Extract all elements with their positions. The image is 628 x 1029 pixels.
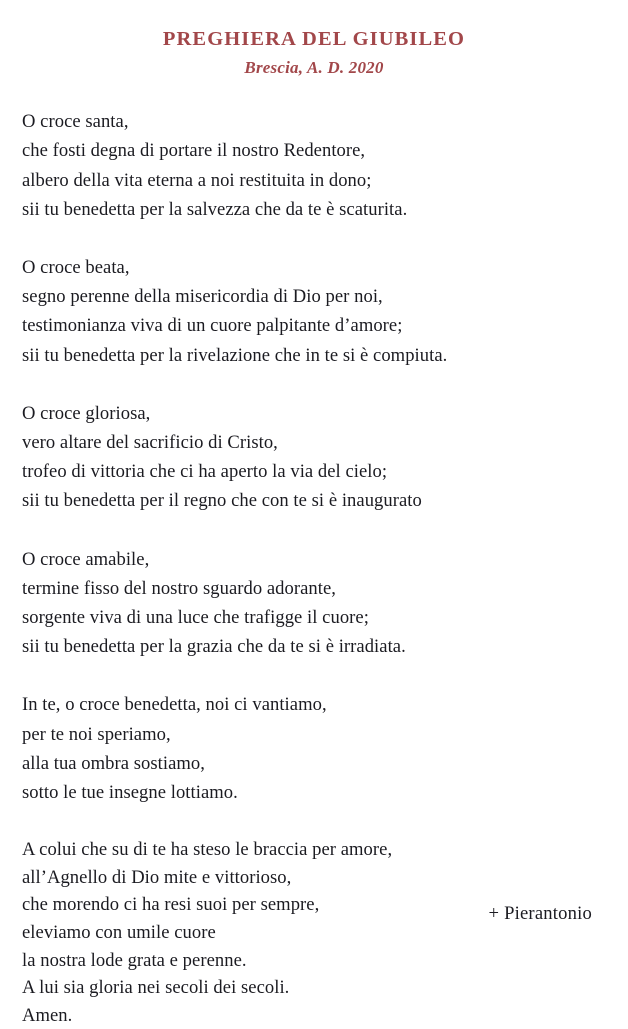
document-subtitle: Brescia, A. D. 2020 [244, 57, 384, 77]
verse-line: trofeo di vittoria che ci ha aperto la via del cielo; [22, 461, 388, 483]
stanza-1 [22, 107, 618, 224]
verse-line: sii tu benedetta per la salvezza che da te è scaturita. [22, 198, 408, 220]
page-title: PREGHIERA DEL GIUBILEO [162, 28, 466, 50]
verse-line: A colui che su di te ha steso le braccia per amore, [22, 839, 393, 861]
verse-line: O croce santa, [22, 111, 129, 133]
document-header [0, 0, 628, 77]
signature-name: + Pierantonio [488, 903, 592, 924]
stanza-3 [22, 399, 618, 516]
verse-line: O croce gloriosa, [22, 402, 151, 424]
stanza-5 [22, 690, 618, 807]
verse-line: In te, o croce benedetta, noi ci vantiamo, [22, 694, 327, 716]
verse-line: sotto le tue insegne lottiamo. [22, 781, 238, 803]
verse-line: che fosti degna di portare il nostro Redentore, [22, 140, 366, 162]
prayer-text-body [0, 107, 628, 1029]
stanza-6 [22, 836, 618, 1029]
verse-line: testimonianza viva di un cuore palpitante d’amore; [22, 315, 403, 337]
verse-line: albero della vita eterna a noi restituita in dono; [22, 169, 372, 191]
verse-line: che morendo ci ha resi suoi per sempre, [22, 894, 320, 916]
stanza-4 [22, 545, 618, 662]
verse-line: sii tu benedetta per il regno che con te si è inaugurato [22, 490, 422, 512]
verse-line: vero altare del sacrificio di Cristo, [22, 431, 278, 453]
verse-line: alla tua ombra sostiamo, [22, 752, 205, 774]
verse-line: Amen. [22, 1004, 73, 1026]
signature-block [489, 902, 592, 926]
stanza-2 [22, 253, 618, 370]
verse-line: all’Agnello di Dio mite e vittorioso, [22, 866, 292, 888]
verse-line: sorgente viva di una luce che trafigge il cuore; [22, 606, 369, 628]
verse-line: eleviamo con umile cuore [22, 921, 216, 943]
verse-line: sii tu benedetta per la rivelazione che in te si è compiuta. [22, 344, 448, 366]
verse-line: termine fisso del nostro sguardo adorante, [22, 577, 336, 599]
verse-line: A lui sia gloria nei secoli dei secoli. [22, 977, 290, 999]
verse-line: la nostra lode grata e perenne. [22, 949, 247, 971]
verse-line: segno perenne della misericordia di Dio per noi, [22, 286, 383, 308]
verse-line: O croce amabile, [22, 548, 150, 570]
verse-line: O croce beata, [22, 256, 130, 278]
verse-line: per te noi speriamo, [22, 723, 171, 745]
verse-line: sii tu benedetta per la grazia che da te si è irradiata. [22, 636, 406, 658]
